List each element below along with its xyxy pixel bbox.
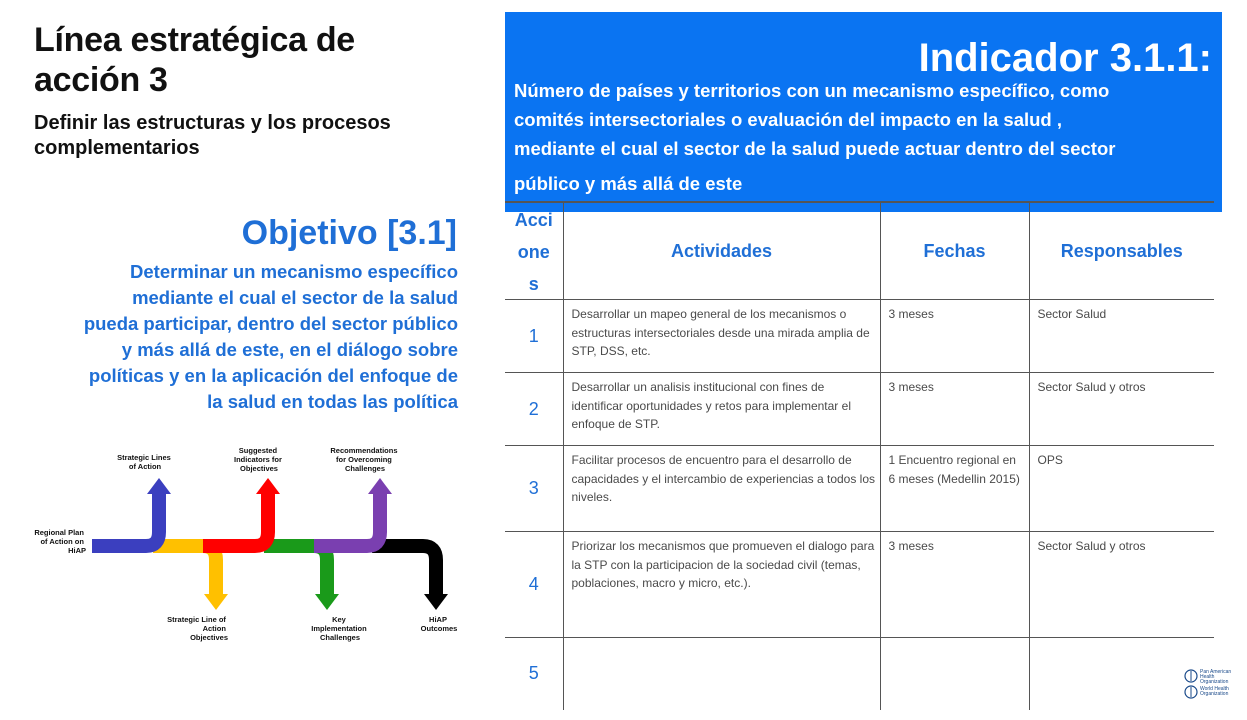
header-acciones: Acci one s — [505, 202, 563, 300]
svg-text:World Health Organization: World Health Organization — [1200, 686, 1229, 697]
table-row — [505, 532, 1214, 638]
hiap-flow-diagram — [28, 442, 468, 652]
purple-arrow — [314, 494, 380, 546]
table-row — [505, 373, 1214, 446]
row-activity: Desarrollar un mapeo general de los mecanismos o estructuras intersectoriales desde una mirada amplia de STP, DSS, etc. — [563, 300, 880, 373]
row-responsible: Sector Salud — [1029, 300, 1214, 373]
row-responsible: Sector Salud y otros — [1029, 373, 1214, 446]
label-suggested-indicators: Suggested Indicators for Objectives — [233, 446, 282, 473]
indicator-title: Indicador 3.1.1: — [918, 36, 1212, 80]
paho-who-logo — [1184, 666, 1244, 714]
row-number: 4 — [505, 532, 563, 638]
header-fechas: Fechas — [880, 202, 1029, 300]
label-strategic-lines: Strategic Lines of Action — [117, 453, 171, 471]
green-arrow — [264, 546, 327, 594]
header-responsables: Responsables — [1029, 202, 1214, 300]
row-date: 3 meses — [880, 532, 1029, 638]
row-responsible: OPS — [1029, 446, 1214, 532]
indicator-description: Número de países y territorios con un mecanismo específico, como comités intersectoriales o evaluación del impacto en la salud , mediante el cual el sector de la salud puede actuar dentro del sector público y más allá de este — [514, 80, 1116, 194]
row-date: 1 Encuentro regional en 6 meses (Medellin 2015) — [880, 446, 1029, 532]
red-arrow — [203, 494, 268, 546]
svg-text:Pan American Health Or: Pan American Health Organization — [1200, 669, 1232, 685]
row-activity: Facilitar procesos de encuentro para el desarrollo de capacidades y el intercambio de experiencias a todos los niveles. — [563, 446, 880, 532]
label-recommendations: Recommendations for Overcoming Challenges — [330, 446, 398, 473]
objective-title: Objetivo [3.1] — [241, 214, 457, 252]
row-date: 3 meses — [880, 300, 1029, 373]
black-arrow — [372, 546, 436, 594]
row-activity: Desarrollar un analisis institucional con fines de identificar oportunidades y retos para implementar el enfoque de STP. — [563, 373, 880, 446]
table-row — [505, 638, 1214, 710]
row-number: 1 — [505, 300, 563, 373]
row-date — [880, 638, 1029, 710]
row-number: 5 — [528, 663, 539, 684]
label-regional-plan: Regional Plan of Action on HiAP — [34, 528, 86, 555]
header-actividades: Actividades — [563, 202, 880, 300]
row-number: 2 — [505, 373, 563, 446]
table-header-row — [505, 202, 1214, 300]
indicator-box — [505, 12, 1222, 212]
row-responsible: Sector Salud y otros — [1029, 532, 1214, 638]
row-activity: Priorizar los mecanismos que promueven el dialogo para la STP con la participacion de la sociedad civil (temas, poblaciones, macro y micro, etc.). — [563, 532, 880, 638]
table-row — [505, 446, 1214, 532]
row-date: 3 meses — [880, 373, 1029, 446]
actions-table — [505, 201, 1214, 710]
objective-description: Determinar un mecanismo específico mediante el cual el sector de la salud pueda participar, dentro del sector público y más allá de este, en el diálogo sobre políticas y en la aplicación del enfoque de la salud en todas las política — [83, 261, 458, 412]
label-strategic-objectives: Strategic Line of Action Objectives — [167, 615, 228, 642]
strategic-line-subtitle: Definir las estructuras y los procesos complementarios — [34, 112, 391, 159]
label-hiap-outcomes: HiAP Outcomes — [420, 615, 458, 633]
blue-arrow — [92, 494, 159, 546]
label-key-challenges: Key Implementation Challenges — [311, 615, 367, 642]
strategic-line-title: Línea estratégica de acción 3 — [34, 21, 355, 99]
row-activity — [563, 638, 880, 710]
table-row — [505, 300, 1214, 373]
yellow-arrow — [153, 546, 216, 594]
row-number: 3 — [505, 446, 563, 532]
